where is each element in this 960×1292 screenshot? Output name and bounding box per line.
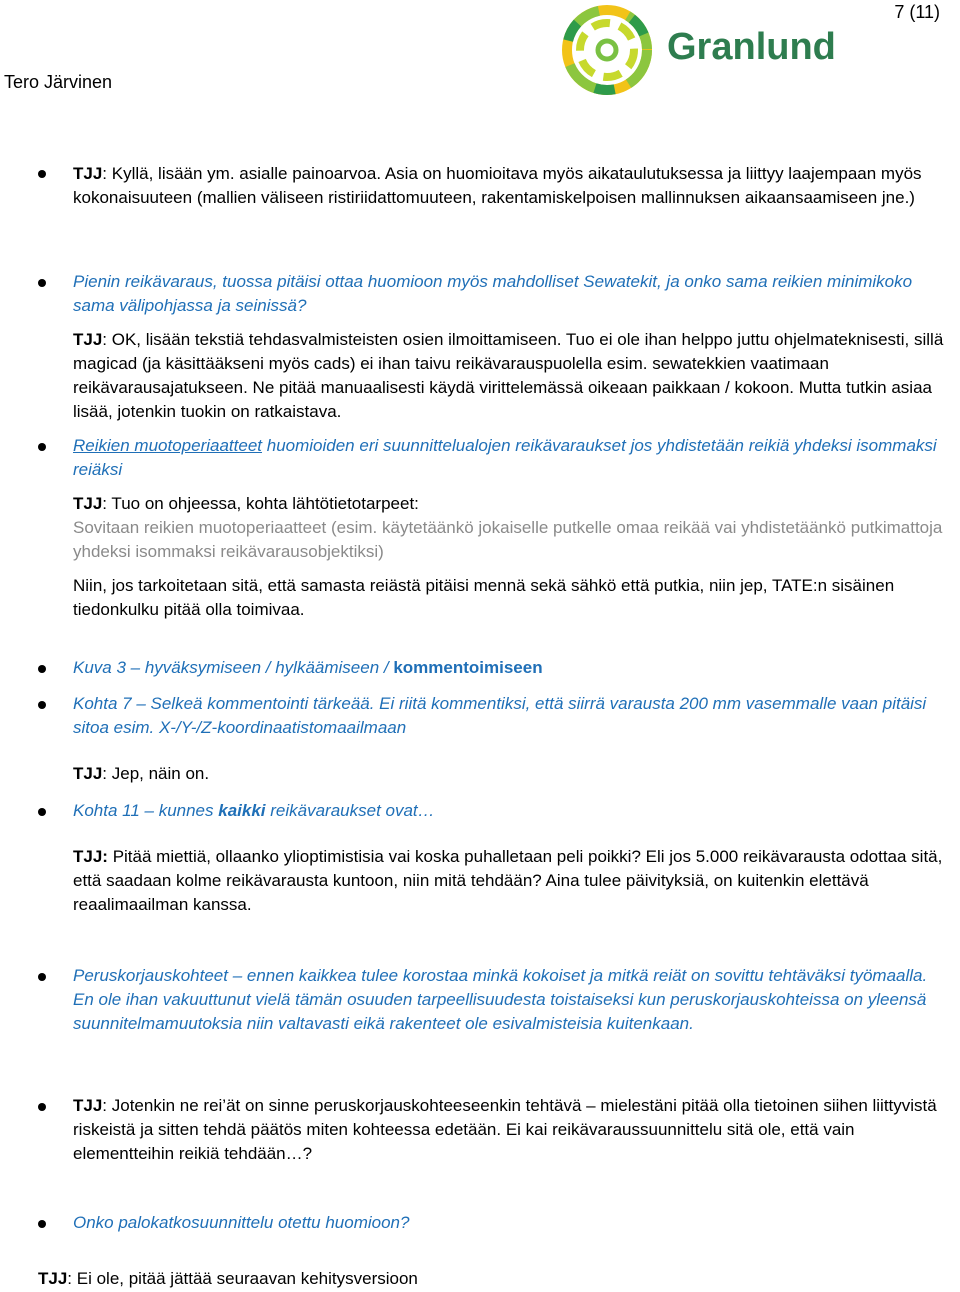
final-note — [38, 1267, 952, 1291]
item-3-followup: Niin, jos tarkoitetaan sitä, että samasta reiästä pitäisi mennä sekä sähkö että putkia, niin jep, TATE:n sisäinen tiedonkulku pitää olla toimivaa. — [73, 576, 895, 619]
bullet-3 — [38, 443, 46, 451]
tjj-label: TJJ — [73, 494, 103, 513]
bullet-4 — [38, 665, 46, 673]
granlund-logo — [555, 0, 836, 100]
item-7-text: Peruskorjauskohteet – ennen kaikkea tulee korostaa minkä kokoiset ja mitkä reiät on sovittu tehtäväksi työmaalla. En ole ihan vakuuttunut vielä tämän osuuden tarpeellisuudesta toistaiseksi kun peruskorjauskohteissa on yleensä suunnitelmamuutoksia niin valtavasti eikä rakenteet ole esivalmisteisia kuitenkaan. — [73, 966, 928, 1033]
tjj-label: TJJ — [73, 1096, 103, 1115]
item-5-answer: : Jep, näin on. — [102, 764, 210, 783]
item-6-answer: Pitää miettiä, ollaanko ylioptimistisia vai koska puhalletaan peli poikki? Eli jos 5.000 reikävarausta odottaa sitä, että saadaan kolme reikävarausta kuntoon, niin mitä tehdään? Aina tulee päivityksiä, on kuitenkin elettävä reaalimaailman kanssa. — [73, 847, 943, 914]
list-item-5 — [73, 692, 952, 786]
item-6-text-a: Kohta 11 – kunnes — [73, 801, 219, 820]
bullet-2 — [38, 279, 46, 287]
bullet-6 — [38, 808, 46, 816]
item-4-text: Kuva 3 – hyväksymiseen / hylkäämiseen / — [73, 658, 394, 677]
item-1-text: : Kyllä, lisään ym. asialle painoarvoa. Asia on huomioitava myös aikataulutuksessa ja liittyy laajempaan myös kokonaisuuteen (mallien väliseen ristiriidattomuuteen, rakentamiskelpoisen mallinnuksen aikaansaamiseen jne.) — [73, 164, 922, 207]
final-note-text: : Ei ole, pitää jättää seuraavan kehitysversioon — [67, 1269, 418, 1288]
bullet-8 — [38, 1103, 46, 1111]
item-6-text-c: reikävaraukset ovat… — [265, 801, 435, 820]
list-item-9 — [73, 1211, 952, 1235]
list-item-2 — [73, 270, 952, 424]
list-item-1 — [73, 162, 952, 210]
tjj-label: TJJ — [38, 1269, 68, 1288]
author-name: Tero Järvinen — [4, 72, 113, 92]
item-8-text: : Jotenkin ne rei’ät on sinne peruskorjauskohteeseenkin tehtävä – mielestäni pitää olla tietoinen siihen liittyvistä riskeistä ja sitten tehdä päätös miten kohteessa edetään. Ei kai reikävaraussuunnittelu sitä ole, että vain elementteihin reikiä tehdään…? — [73, 1096, 937, 1163]
bullet-7 — [38, 973, 46, 981]
tjj-label: TJJ — [73, 764, 103, 783]
item-3-answer: : Tuo on ohjeessa, kohta lähtötietotarpeet: — [102, 494, 419, 513]
logo-flower-icon — [555, 0, 665, 100]
item-3-question-text: huomioiden eri suunnittelualojen reikävaraukset jos yhdistetään reikiä yhdeksi isommaksi reiäksi — [73, 436, 937, 479]
list-item-8 — [73, 1094, 952, 1166]
item-3-quote: Sovitaan reikien muotoperiaatteet (esim. käytetäänkö jokaiselle putkelle omaa reikää vai yhdistetäänkö putkimattoja yhdeksi isommaksi reikävarausobjektiksi) — [73, 518, 943, 561]
page-number: 7 (11) — [894, 2, 940, 22]
list-item-4 — [73, 656, 952, 680]
item-2-question: Pienin reikävaraus, tuossa pitäisi ottaa huomioon myös mahdolliset Sewatekit, ja onko sama reikien minimikoko sama välipohjassa ja seinissä? — [73, 272, 913, 315]
bullet-1 — [38, 170, 46, 178]
item-6-emphasis: kaikki — [218, 801, 266, 820]
logo-wordmark: Granlund — [667, 26, 836, 68]
list-item-6 — [73, 799, 952, 917]
bullet-5 — [38, 701, 46, 709]
bullet-9 — [38, 1220, 46, 1228]
item-9-text: Onko palokatkosuunnittelu otettu huomioon? — [73, 1213, 410, 1232]
item-3-question-title: Reikien muotoperiaatteet — [73, 436, 263, 455]
tjj-label: TJJ — [73, 164, 103, 183]
tjj-label: TJJ: — [73, 847, 108, 866]
list-item-7 — [73, 964, 952, 1036]
item-2-answer: : OK, lisään tekstiä tehdasvalmisteisten osien ilmoittamiseen. Tuo ei ole ihan helppo juttu ohjelmateknisesti, sillä magicad (ja käsittääkseni myös cads) ei ihan taivu reikävarauspuolella esim. sewatekkien vaatimaan reikävarausajatukseen. Ne pitää manuaalisesti käydä virittelemässä oikeaan paikkaan / kokoon. Mutta tutkin asiaa lisää, jotenkin tuokin on ratkaistava. — [73, 330, 944, 421]
item-4-emphasis: kommentoimiseen — [393, 658, 543, 677]
tjj-label: TJJ — [73, 330, 103, 349]
item-5-text: Kohta 7 – Selkeä kommentointi tärkeää. Ei riitä kommentiksi, että siirrä varausta 200 mm vasemmalle vaan pitäisi sitoa esim. X-/Y-/Z-koordinaatistomaailmaan — [73, 694, 927, 737]
list-item-3 — [73, 434, 952, 622]
